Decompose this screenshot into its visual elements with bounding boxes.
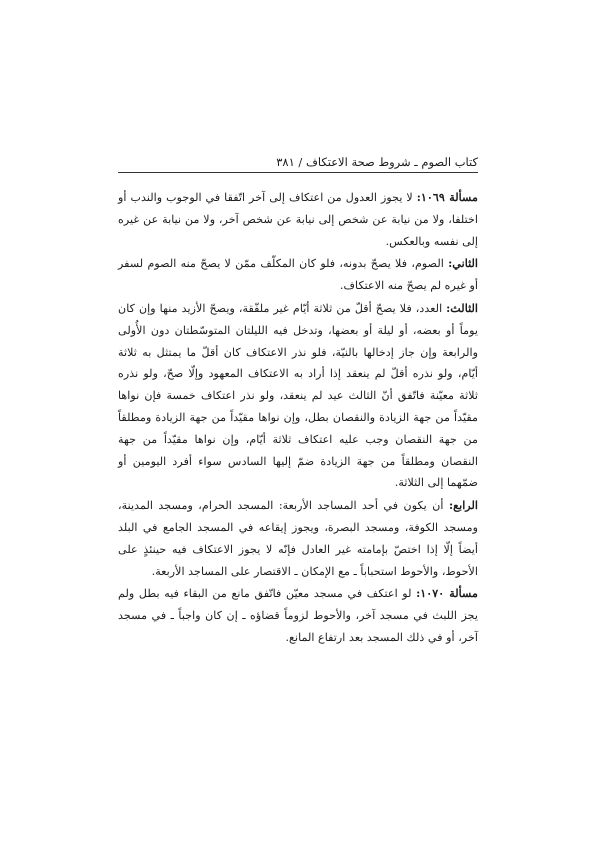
body-text [118, 187, 478, 649]
paragraph-condition-fourth [118, 495, 478, 582]
issue-heading: مسألة ١٠٧٠: [416, 586, 479, 601]
paragraph-text: أن يكون في أحد المساجد الأربعة: المسجد الحرام، ومسجد المدينة، ومسجد الكوفة، ومسجد البصرة، ويجوز إيقاعه في المسجد الجامع في البلد أيضاً إلّا إذا اختصّ بإمامته غير العادل فإنّه لا يجوز الاعتكاف فيه حينئذٍ على الأحوط، والأحوط استحباباً ـ مع الإمكان ـ الاقتصار على المساجد الأربعة. [118, 499, 478, 578]
paragraph-text: العدد، فلا يصحّ أقلّ من ثلاثة أيّام غير ملفّقة، ويصحّ الأزيد منها وإن كان يوماً أو بعضه، أو ليلة أو بعضها، وتدخل فيه الليلتان المتوسّطتان دون الأُولى والرابعة وإن جاز إدخالها بالنيّة، فلو نذر الاعتكاف كان أقلّ ما يمتثل به ثلاثة أيّام، ولو نذره أقلّ لم ينعقد إذا أراد به الاعتكاف المعهود وإلّا صحّ، ولو نذره ثلاثة معيّنة فاتّفق أنّ الثالث عيد لم ينعقد، ولو نذر اعتكاف خمسة فإن نواها مقيّداً من جهة الزيادة والنقصان بطل، وإن نواها مقيّداً من جهة الزيادة ومطلقاً من جهة النقصان وجب عليه اعتكاف ثلاثة أيّام، وإن نواها مقيّداً من جهة النقصان ومطلقاً من جهة الزيادة ضمّ إليها السادس سواء أفرد اليومين أو ضمّهما إلى الثلاثة. [118, 301, 478, 490]
paragraph-issue-1070 [118, 583, 478, 648]
paragraph-issue-1069 [118, 187, 478, 252]
condition-heading: الرابع: [449, 498, 478, 513]
paragraph-condition-second [118, 253, 478, 297]
running-header [118, 151, 478, 173]
issue-heading: مسألة ١٠٦٩: [416, 190, 479, 204]
paragraph-text: لو اعتكف في مسجد معيّن فاتّفق مانع من البقاء فيه بطل ولم يجز اللبث في مسجد آخر، والأحوط لزوماً قضاؤه ـ إن كان واجباً ـ في مسجد آخر، أو في ذلك المسجد بعد ارتفاع المانع. [118, 587, 478, 644]
paragraph-text: الصوم، فلا يصحّ بدونه، فلو كان المكلّف ممّن لا يصحّ منه الصوم لسفر أو غيره لم يصحّ منه الاعتكاف. [118, 257, 478, 293]
running-title: كتاب الصوم ـ شروط صحة الاعتكاف / ٣٨١ [276, 155, 478, 169]
condition-heading: الثاني: [448, 256, 478, 271]
paragraph-condition-third [118, 298, 478, 494]
condition-heading: الثالث: [446, 300, 478, 315]
paragraph-text: لا يجوز العدول من اعتكاف إلى آخر اتّفقا في الوجوب والندب أو اختلفا، ولا من نيابة عن شخص إلى نيابة عن شخص آخر، ولا من نيابة عن غيره إلى نفسه وبالعكس. [118, 191, 478, 248]
